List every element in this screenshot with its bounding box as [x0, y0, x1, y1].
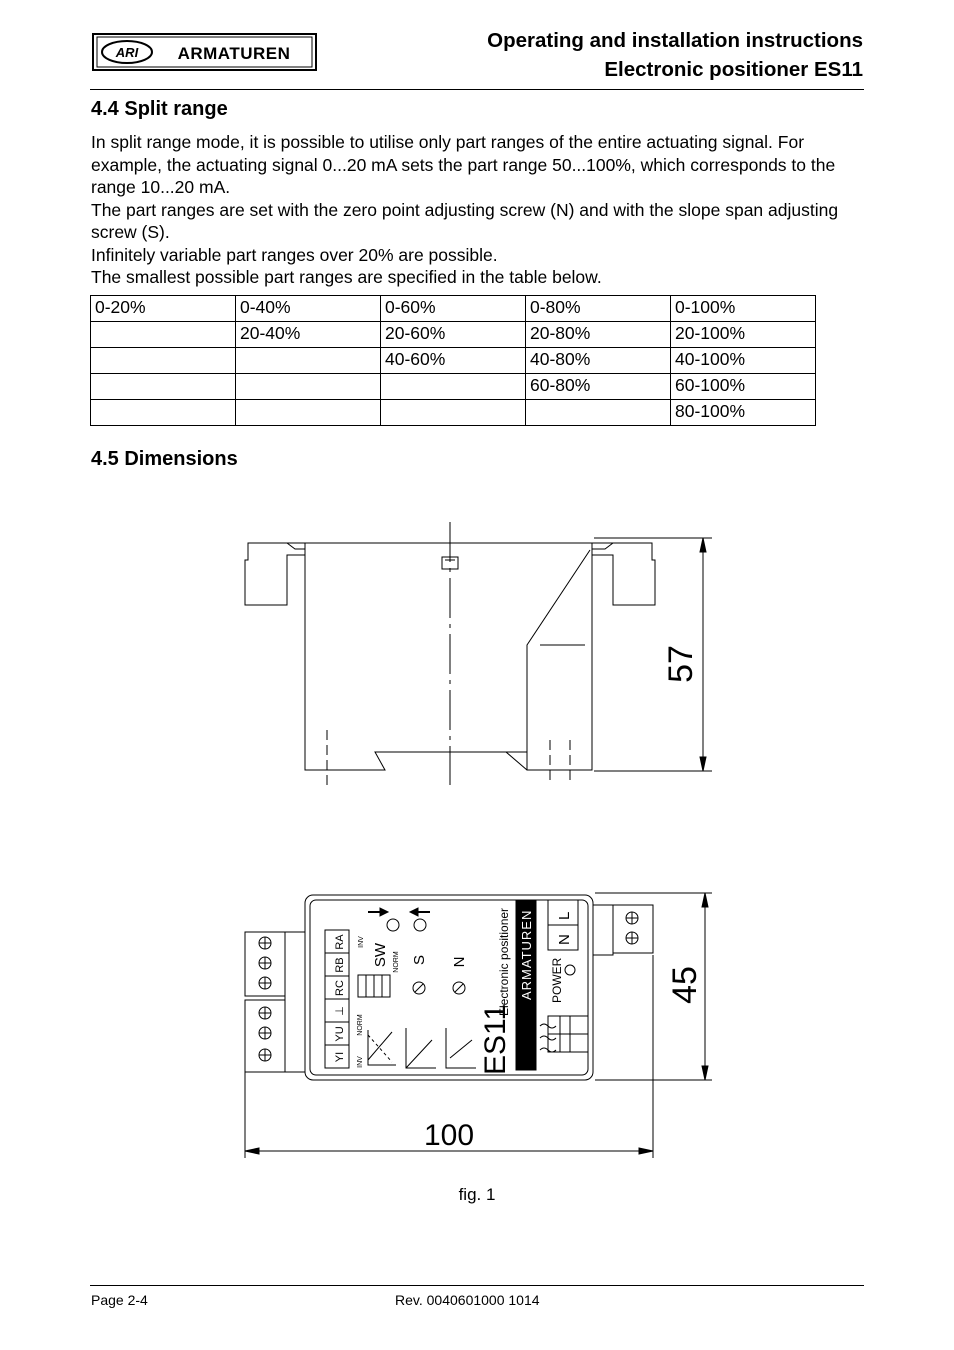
switch-label: SW: [372, 942, 389, 968]
table-cell: 80-100%: [671, 400, 816, 426]
pot-n-label: N: [451, 956, 468, 968]
page-number: Page 2-4: [91, 1292, 148, 1308]
table-cell: 20-40%: [236, 322, 381, 348]
table-cell: 20-100%: [671, 322, 816, 348]
pot-s-label: S: [411, 954, 428, 966]
device-name: ES11: [479, 1003, 512, 1075]
paragraph: Infinitely variable part ranges over 20% are possible.: [91, 244, 498, 265]
graph-inv-label: INV: [357, 1056, 364, 1068]
document-title-line1: Operating and installation instructions: [487, 29, 863, 52]
table-cell: 40-60%: [381, 348, 526, 374]
graph-norm-label: NORM: [357, 1014, 364, 1036]
terminal-label: YI: [334, 1051, 346, 1063]
table-cell: 20-60%: [381, 322, 526, 348]
section-heading-split-range: 4.4 Split range: [91, 98, 228, 120]
switch-inv-label: INV: [358, 936, 365, 948]
table-cell: 40-100%: [671, 348, 816, 374]
table-cell: 0-20%: [91, 296, 236, 322]
terminal-label: RB: [334, 957, 346, 973]
logo-brand-text: ARMATUREN: [177, 44, 291, 63]
footer-divider: [90, 1285, 864, 1286]
height-dimension-57: 57: [662, 645, 700, 683]
paragraph: The part ranges are set with the zero point adjusting screw (N) and with the slope span adjusting screw (S).: [91, 199, 839, 242]
terminal-label: RC: [334, 980, 346, 996]
section-heading-dimensions: 4.5 Dimensions: [91, 448, 238, 470]
revision-number: Rev. 0040601000 1014: [395, 1292, 540, 1308]
paragraph: The smallest possible part ranges are specified in the table below.: [91, 267, 602, 287]
figure-caption: fig. 1: [458, 1185, 496, 1204]
table-cell: 40-80%: [526, 348, 671, 374]
terminal-label: YU: [334, 1026, 346, 1042]
table-cell: 0-60%: [381, 296, 526, 322]
table-cell: 60-100%: [671, 374, 816, 400]
terminal-label: RA: [334, 934, 346, 950]
switch-norm-label: NORM: [393, 951, 400, 973]
terminal-label: ⊥: [334, 1006, 346, 1016]
mains-terminal-n: N: [556, 934, 573, 945]
paragraph: In split range mode, it is possible to utilise only part ranges of the entire actuating signal. For example, the actuating signal 0...20 mA sets the part range 50...100%, which corresponds to the range 10...20 mA.: [91, 132, 836, 197]
logo-mark-text: ARI: [115, 45, 139, 60]
power-label: POWER: [550, 957, 564, 1003]
width-dimension-100: 100: [423, 1119, 475, 1152]
table-cell: 60-80%: [526, 374, 671, 400]
table-cell: 0-100%: [671, 296, 816, 322]
height-dimension-45: 45: [666, 966, 704, 1004]
table-cell: 0-80%: [526, 296, 671, 322]
table-cell: 0-40%: [236, 296, 381, 322]
device-description: Electronic positioner: [497, 907, 511, 1016]
table-cell: 20-80%: [526, 322, 671, 348]
device-brand: ARMATUREN: [519, 909, 534, 1000]
document-title-line2: Electronic positioner ES11: [604, 58, 863, 81]
side-view: [245, 522, 712, 785]
mains-terminal-l: L: [556, 911, 573, 920]
